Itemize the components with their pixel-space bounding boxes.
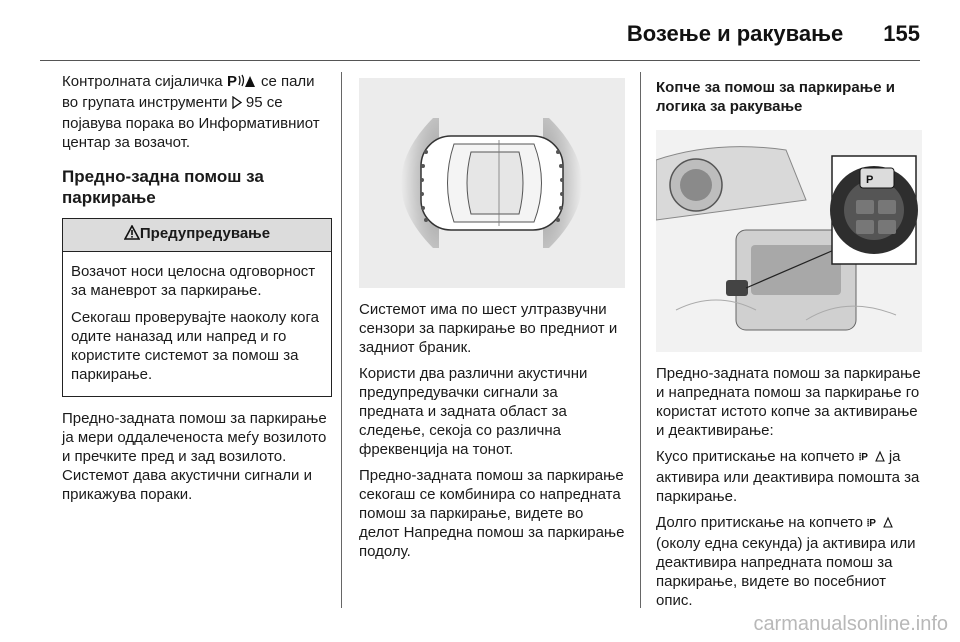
col2-paragraph-1: Системот има по шест ултразвучни сензори за паркирање во предниот и задниот браник. xyxy=(359,301,618,356)
park-assist-button-icon xyxy=(867,515,893,534)
page-title: Возење и ракување xyxy=(626,21,844,46)
parking-sensor-zones-illustration xyxy=(359,78,625,288)
col3-paragraph-2 xyxy=(656,447,922,506)
page-reference-link[interactable]: 95 xyxy=(245,94,263,111)
col3-p3-end: (околу една секунда) ја активира или деактивира напредната помош за паркирање, видете во посебниот опис. xyxy=(656,535,916,609)
col3-paragraph-1: Предно-задната помош за паркирање и напредната помош за паркирање го користат истото копче за активирање и деактивирање: xyxy=(656,365,921,439)
column-2 xyxy=(359,72,625,568)
column-1 xyxy=(62,72,332,511)
page-header xyxy=(0,14,920,54)
svg-text:P: P xyxy=(226,73,237,88)
warning-header xyxy=(63,219,331,252)
button-subheading: Копче за помош за паркирање и логика за ракување xyxy=(656,79,896,115)
col3-p3-start: Долго притискање на копчето xyxy=(656,514,863,531)
warning-title: Предупредување xyxy=(139,225,271,242)
body-paragraph: Предно-задната помош за паркирање ја мери оддалеченоста меѓу возилото и пречките пред и зад возилото. Системот дава акустични сигнали и прикажува пораки. xyxy=(62,410,327,503)
warning-triangle-icon xyxy=(124,225,140,245)
park-assist-button-icon xyxy=(859,449,885,468)
warning-body xyxy=(63,252,331,396)
column-3 xyxy=(656,72,922,617)
intro-text-middle: се пали во групата инструменти xyxy=(62,73,315,111)
svg-text:P: P xyxy=(866,174,874,186)
page-number: 155 xyxy=(883,21,920,46)
warning-paragraph-1: Возачот носи целосна одговорност за маневрот за паркирање. xyxy=(71,263,316,299)
svg-text:⦙P: ⦙P xyxy=(858,452,868,463)
parking-assist-warning-icon xyxy=(227,73,257,93)
col3-paragraph-3 xyxy=(656,513,922,610)
intro-text-end: се појавува порака во Информативниот центар за возачот. xyxy=(62,94,320,151)
col2-paragraph-2: Користи два различни акустични предупредувачки сигнали за предната и задната област за следење, секоја со различна фреквенција на тонот. xyxy=(359,365,588,458)
watermark: carmanualsonline.info xyxy=(753,613,948,635)
intro-text-start: Контролната сијаличка xyxy=(62,73,223,90)
intro-paragraph xyxy=(62,72,332,152)
column-divider-1 xyxy=(341,72,342,608)
column-divider-2 xyxy=(640,72,641,608)
warning-box xyxy=(62,218,332,397)
col2-paragraph-3: Предно-задната помош за паркирање секогаш се комбинира со напредната помош за паркирање, видете во делот Напредна помош за паркирање подолу. xyxy=(359,467,625,560)
col3-p2-end: ја активира или деактивира помошта за паркирање. xyxy=(656,448,920,505)
dashboard-button-illustration xyxy=(656,130,922,352)
section-heading: Предно-задна помош за паркирање xyxy=(62,167,264,207)
header-rule xyxy=(40,60,920,61)
triangle-reference-icon[interactable] xyxy=(232,95,242,114)
svg-text:⦙P: ⦙P xyxy=(867,518,877,529)
col3-p2-start: Кусо притискање на копчето xyxy=(656,448,855,465)
warning-paragraph-2: Секогаш проверувајте наоколу кога одите наназад или напред и го користите системот за помош за паркирање. xyxy=(71,309,319,383)
